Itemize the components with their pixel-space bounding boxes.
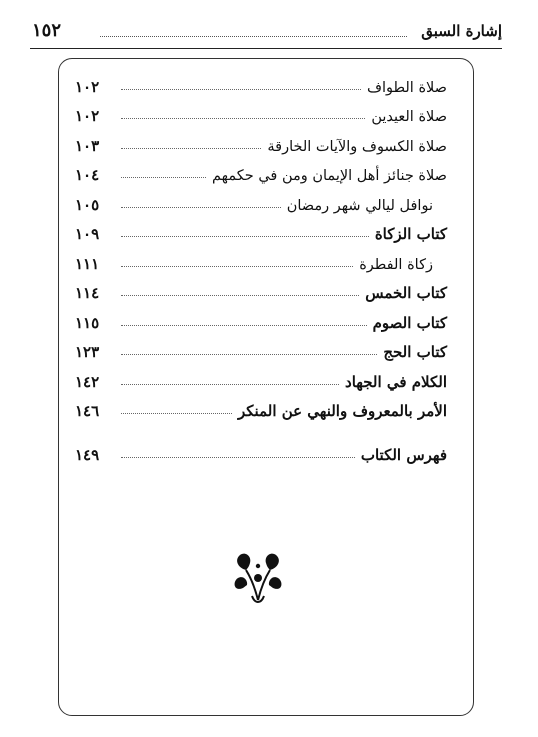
page-header	[30, 18, 502, 49]
floral-ornament-icon	[228, 548, 288, 608]
toc-entry[interactable]	[75, 184, 447, 214]
leader-dots	[121, 325, 367, 326]
toc-entry-title: صلاة جنائز أهل الإيمان ومن في حكمهم	[212, 168, 447, 184]
toc-entry-title: صلاة الكسوف والآيات الخارقة	[267, 138, 447, 155]
toc-entry[interactable]	[75, 96, 447, 126]
leader-dots	[121, 384, 339, 385]
toc-entry-page: ١٠٥	[75, 195, 100, 214]
toc-entry-page: ١٢٣	[75, 343, 100, 361]
toc-entry-page: ١٤٢	[75, 372, 100, 391]
toc-entry-page: ١٠٤	[75, 166, 100, 184]
header-leader-dots	[100, 36, 407, 37]
toc-entry[interactable]	[75, 243, 447, 273]
toc-entry-title: فهرس الكتاب	[360, 445, 447, 464]
leader-dots	[121, 236, 369, 237]
toc-entry-page: ١٠٣	[75, 136, 100, 155]
table-of-contents	[75, 66, 447, 464]
leader-dots	[121, 177, 206, 178]
toc-entry[interactable]	[75, 125, 447, 155]
toc-entry-page: ١٠٢	[75, 77, 100, 96]
toc-entry-title: نوافل ليالي شهر رمضان	[286, 197, 433, 214]
toc-entry[interactable]	[75, 332, 447, 362]
toc-entry-page: ١٤٦	[75, 402, 100, 420]
toc-entry-title: كتاب الصوم	[372, 313, 447, 332]
leader-dots	[121, 457, 355, 458]
leader-dots	[121, 354, 377, 355]
toc-entry-title: الأمر بالمعروف والنهي عن المنكر	[237, 402, 447, 420]
toc-entry-title: زكاة الفطرة	[359, 256, 433, 273]
toc-entry-title: كتاب الزكاة	[374, 225, 447, 243]
toc-entry-title: صلاة العيدين	[371, 109, 447, 125]
toc-entry[interactable]	[75, 302, 447, 332]
toc-entry[interactable]	[75, 66, 447, 96]
leader-dots	[121, 207, 281, 208]
toc-entry-page: ١١٥	[75, 313, 100, 332]
toc-entry-page: ١٠٢	[75, 107, 100, 125]
leader-dots	[121, 266, 353, 267]
toc-entry[interactable]	[75, 155, 447, 185]
toc-entry-title: صلاة الطواف	[366, 79, 447, 96]
toc-entry-title: كتاب الحج	[383, 343, 447, 361]
toc-entry-page: ١٠٩	[75, 225, 100, 243]
toc-entry-title: الكلام في الجهاد	[345, 372, 447, 391]
leader-dots	[121, 118, 365, 119]
leader-dots	[121, 413, 232, 414]
page-number: ١٥٢	[32, 20, 62, 41]
toc-entry-page: ١١٤	[75, 284, 100, 302]
toc-entry[interactable]	[75, 434, 447, 464]
leader-dots	[121, 148, 261, 149]
running-head-title: إشارة السبق	[421, 22, 502, 40]
leader-dots	[121, 89, 361, 90]
toc-entry[interactable]	[75, 391, 447, 421]
leader-dots	[121, 295, 359, 296]
toc-entry-page: ١١١	[75, 254, 100, 273]
toc-entry[interactable]	[75, 361, 447, 391]
toc-entry[interactable]	[75, 214, 447, 244]
toc-entry-title: كتاب الخمس	[365, 284, 447, 302]
toc-entry[interactable]	[75, 273, 447, 303]
toc-entry-page: ١٤٩	[75, 445, 100, 464]
